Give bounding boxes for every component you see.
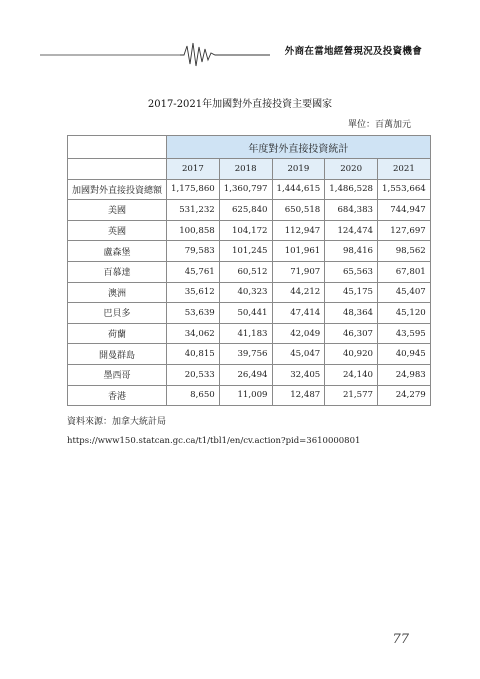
value-cell: 44,212 [272,282,325,303]
row-label: 英國 [68,220,167,241]
value-cell: 24,983 [378,364,431,385]
value-cell: 1,553,664 [378,179,431,200]
table-row [68,261,431,282]
source-url[interactable]: https://www150.statcan.gc.ca/t1/tbl1/en/cv.action?pid=3610000801 [67,436,361,446]
page-number: 77 [392,632,409,647]
value-cell: 50,441 [219,303,272,324]
value-cell: 79,583 [167,241,220,262]
value-cell: 67,801 [378,261,431,282]
table-row [68,179,431,200]
value-cell: 40,323 [219,282,272,303]
table-row [68,220,431,241]
year-header: 2019 [272,159,325,180]
row-label: 澳洲 [68,282,167,303]
row-label: 巴貝多 [68,303,167,324]
value-cell: 40,945 [378,344,431,365]
value-cell: 24,279 [378,385,431,406]
value-cell: 101,245 [219,241,272,262]
investment-table [67,135,431,406]
corner-cell [68,136,167,159]
value-cell: 684,383 [325,200,378,221]
value-cell: 48,364 [325,303,378,324]
value-cell: 39,756 [219,344,272,365]
row-label: 百慕達 [68,261,167,282]
value-cell: 34,062 [167,323,220,344]
year-header-row [68,159,431,180]
value-cell: 42,049 [272,323,325,344]
value-cell: 1,444,615 [272,179,325,200]
value-cell: 40,815 [167,344,220,365]
value-cell: 1,486,528 [325,179,378,200]
value-cell: 45,047 [272,344,325,365]
value-cell: 127,697 [378,220,431,241]
table-caption: 年度對外直接投資統計 [167,136,431,159]
table-row [68,200,431,221]
row-label: 美國 [68,200,167,221]
value-cell: 1,175,860 [167,179,220,200]
value-cell: 45,120 [378,303,431,324]
value-cell: 98,562 [378,241,431,262]
value-cell: 40,920 [325,344,378,365]
value-cell: 46,307 [325,323,378,344]
table-title: 2017-2021年加國對外直接投資主要國家 [147,99,333,110]
row-label: 加國對外直接投資總額 [68,179,167,200]
value-cell: 744,947 [378,200,431,221]
value-cell: 45,407 [378,282,431,303]
table-row [68,241,431,262]
value-cell: 8,650 [167,385,220,406]
value-cell: 35,612 [167,282,220,303]
value-cell: 65,563 [325,261,378,282]
corner-cell [68,159,167,180]
value-cell: 98,416 [325,241,378,262]
table-row [68,385,431,406]
table-row [68,323,431,344]
row-label: 荷蘭 [68,323,167,344]
value-cell: 45,175 [325,282,378,303]
year-header: 2018 [219,159,272,180]
value-cell: 20,533 [167,364,220,385]
value-cell: 124,474 [325,220,378,241]
value-cell: 71,907 [272,261,325,282]
year-header: 2020 [325,159,378,180]
value-cell: 60,512 [219,261,272,282]
header-title: 外商在當地經營現況及投資機會 [284,46,422,57]
year-header: 2017 [167,159,220,180]
table-row [68,344,431,365]
value-cell: 26,494 [219,364,272,385]
value-cell: 104,172 [219,220,272,241]
value-cell: 21,577 [325,385,378,406]
value-cell: 43,595 [378,323,431,344]
row-label: 香港 [68,385,167,406]
row-label: 墨西哥 [68,364,167,385]
value-cell: 650,518 [272,200,325,221]
row-label: 開曼群島 [68,344,167,365]
value-cell: 47,414 [272,303,325,324]
row-label: 盧森堡 [68,241,167,262]
value-cell: 531,232 [167,200,220,221]
value-cell: 625,840 [219,200,272,221]
value-cell: 101,961 [272,241,325,262]
value-cell: 32,405 [272,364,325,385]
value-cell: 53,639 [167,303,220,324]
value-cell: 1,360,797 [219,179,272,200]
table-row [68,364,431,385]
value-cell: 11,009 [219,385,272,406]
value-cell: 112,947 [272,220,325,241]
year-header: 2021 [378,159,431,180]
value-cell: 12,487 [272,385,325,406]
value-cell: 41,183 [219,323,272,344]
table-row [68,303,431,324]
value-cell: 45,761 [167,261,220,282]
table-row [68,282,431,303]
source-note: 資料來源：加拿大統計局 [67,417,167,427]
value-cell: 100,858 [167,220,220,241]
value-cell: 24,140 [325,364,378,385]
unit-label: 單位：百萬加元 [347,120,411,130]
